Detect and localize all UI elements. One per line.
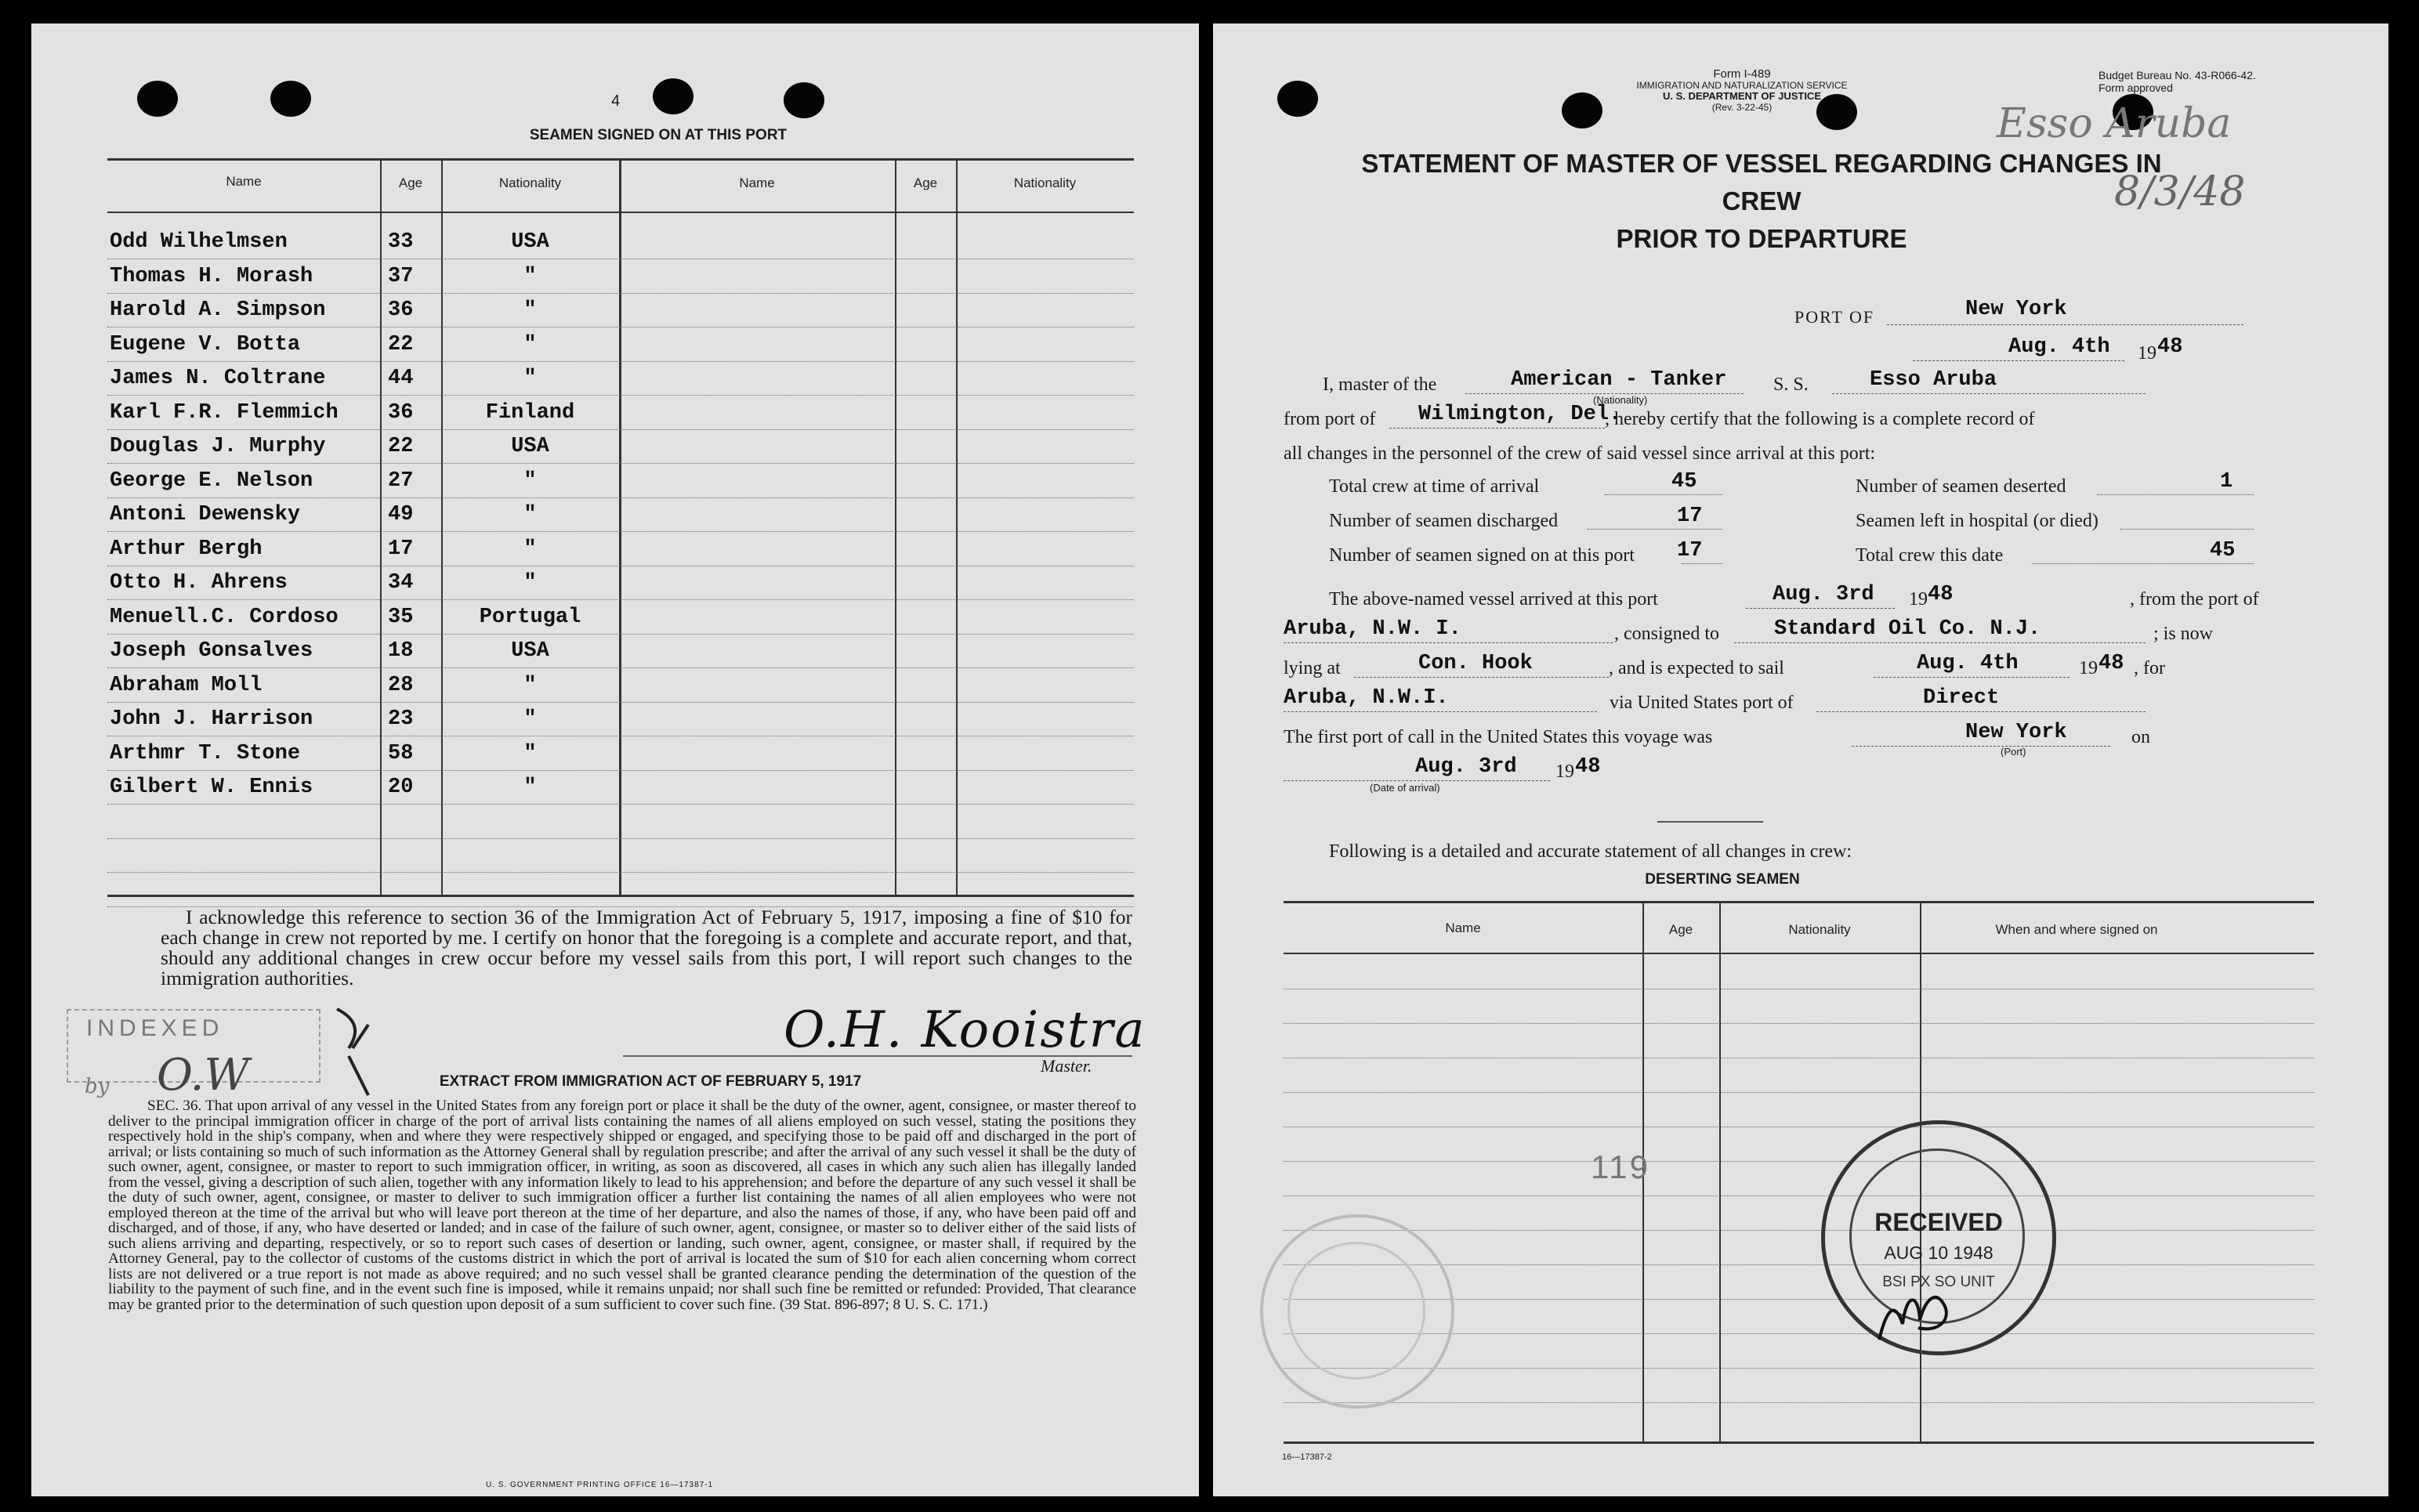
page-count-stamp: 119 bbox=[1591, 1148, 1650, 1185]
table-row-line bbox=[107, 531, 1134, 532]
seaman-age: 27 bbox=[388, 468, 414, 493]
seaman-age: 33 bbox=[388, 230, 414, 254]
seaman-name: John J. Harrison bbox=[110, 707, 313, 731]
form-title-line-2: PRIOR TO DEPARTURE bbox=[1616, 224, 1907, 253]
seaman-name: Arthur Bergh bbox=[110, 537, 263, 561]
arrived-date: Aug. 3rd bbox=[1773, 583, 1874, 606]
left-page bbox=[31, 24, 1199, 1496]
nationality-caption: (Nationality) bbox=[1593, 394, 1648, 406]
on-label: on bbox=[2131, 727, 2150, 747]
seaman-age: 18 bbox=[388, 639, 414, 663]
seaman-nationality: USA bbox=[511, 230, 549, 254]
arrived-year: 48 bbox=[1928, 583, 1954, 606]
seaman-nationality: " bbox=[523, 707, 537, 731]
stat-leader bbox=[2097, 494, 2254, 495]
seaman-age: 20 bbox=[388, 776, 414, 799]
table-row-line bbox=[107, 599, 1134, 600]
table-row-line bbox=[107, 361, 1134, 362]
stat-label: Total crew at time of arrival bbox=[1329, 476, 1540, 497]
master-signature: O.H. Kooistra bbox=[784, 1001, 1146, 1059]
extract-title: EXTRACT FROM IMMIGRATION ACT OF FEBRUARY 5, 1917 bbox=[439, 1073, 862, 1090]
destination-line bbox=[1284, 711, 1597, 712]
column-rule bbox=[1719, 901, 1721, 1441]
punch-hole bbox=[270, 81, 311, 117]
statement-date: Aug. 4th bbox=[2008, 335, 2110, 359]
certify-text: , hereby certify that the following is a complete record of bbox=[1605, 409, 2035, 429]
table-row-line bbox=[1284, 1368, 2314, 1369]
ship-name-line bbox=[1832, 393, 2146, 394]
seaman-name: Thomas H. Morash bbox=[110, 264, 313, 288]
seaman-name: James N. Coltrane bbox=[110, 367, 326, 390]
budget-block bbox=[2099, 69, 2256, 94]
date-of-arrival-caption: (Date of arrival) bbox=[1370, 782, 1440, 794]
sail-year-prefix: 19 bbox=[2079, 658, 2098, 678]
table-row-line bbox=[107, 838, 1134, 839]
column-rule bbox=[619, 158, 621, 895]
page-number: 4 bbox=[611, 92, 621, 110]
stat-label: Total crew this date bbox=[1856, 545, 2004, 566]
master-label: Master. bbox=[1041, 1056, 1092, 1076]
seaman-age: 23 bbox=[388, 707, 414, 731]
consignee-line bbox=[1734, 642, 2146, 643]
handwritten-ship-name: Esso Aruba bbox=[1997, 100, 2232, 147]
seaman-age: 44 bbox=[388, 367, 414, 390]
origin-port: Aruba, N.W. I. bbox=[1284, 617, 1461, 641]
column-header-name: Name bbox=[1445, 921, 1481, 935]
table-row-line bbox=[107, 770, 1134, 771]
seaman-age: 58 bbox=[388, 741, 414, 765]
table-row-line bbox=[107, 872, 1134, 873]
seaman-age: 22 bbox=[388, 332, 414, 356]
seaman-age: 37 bbox=[388, 264, 414, 288]
form-approved: Form approved bbox=[2099, 81, 2173, 94]
table-row-line bbox=[107, 667, 1134, 668]
right-page bbox=[1213, 24, 2388, 1496]
seaman-name: Abraham Moll bbox=[110, 673, 263, 697]
vessel-nationality: American - Tanker bbox=[1511, 368, 1727, 392]
printing-office-line: U. S. GOVERNMENT PRINTING OFFICE 16—17387-1 bbox=[486, 1481, 714, 1489]
sail-date-line bbox=[1874, 677, 2070, 678]
following-label: Following is a detailed and accurate statement of all changes in crew: bbox=[1329, 841, 1852, 862]
first-port-year: 48 bbox=[1575, 755, 1601, 779]
seaman-nationality: USA bbox=[511, 639, 549, 663]
seamen-discharged: 17 bbox=[1677, 505, 1703, 528]
column-rule bbox=[380, 158, 382, 895]
received-stamp-initials bbox=[1871, 1277, 1965, 1347]
date-year: 48 bbox=[2157, 335, 2183, 359]
table-top-rule bbox=[1284, 901, 2314, 903]
form-header bbox=[1566, 69, 1918, 113]
port-of-value: New York bbox=[1965, 298, 2067, 321]
port-of-label: PORT OF bbox=[1794, 307, 1875, 327]
arrived-label: The above-named vessel arrived at this port bbox=[1329, 589, 1658, 610]
seaman-nationality: " bbox=[523, 367, 537, 390]
ss-label: S. S. bbox=[1773, 374, 1809, 395]
column-header-nationality: Nationality bbox=[1788, 922, 1851, 937]
column-header-age: Age bbox=[1668, 922, 1693, 937]
form-revision: (Rev. 3-22-45) bbox=[1711, 102, 1773, 113]
from-port-value: Wilmington, Del. bbox=[1418, 403, 1622, 426]
first-port-line bbox=[1852, 746, 2110, 747]
seaman-age: 36 bbox=[388, 298, 414, 322]
table-row-line bbox=[107, 293, 1134, 294]
seaman-nationality: " bbox=[523, 264, 537, 288]
seaman-nationality: Portugal bbox=[479, 605, 581, 629]
seaman-nationality: " bbox=[523, 741, 537, 765]
table-row-line bbox=[1284, 1023, 2314, 1024]
form-title-line-1: STATEMENT OF MASTER OF VESSEL REGARDING CHANGES IN CREW bbox=[1361, 149, 2162, 215]
column-header-nationality: Nationality bbox=[1013, 175, 1077, 190]
master-of-label: I, master of the bbox=[1323, 374, 1437, 395]
consignee: Standard Oil Co. N.J. bbox=[1774, 617, 2041, 641]
clerk-initials: O.W bbox=[157, 1050, 249, 1101]
form-title bbox=[1346, 145, 2177, 258]
bottom-form-code: 16—17387-2 bbox=[1282, 1452, 1332, 1462]
table-row-line bbox=[107, 702, 1134, 703]
total-crew-arrival: 45 bbox=[1671, 470, 1697, 494]
received-stamp-date: AUG 10 1948 bbox=[1884, 1243, 1994, 1263]
received-stamp-unit: BSI PX SO UNIT bbox=[1882, 1274, 1995, 1290]
column-header-nationality: Nationality bbox=[498, 175, 562, 190]
from-port-line bbox=[1389, 428, 1605, 429]
seaman-name: Gilbert W. Ennis bbox=[110, 776, 313, 799]
table-row-line bbox=[1284, 1195, 2314, 1196]
seaman-nationality: " bbox=[523, 468, 537, 493]
sail-year: 48 bbox=[2099, 652, 2124, 675]
column-rule bbox=[895, 158, 896, 895]
seaman-name: Joseph Gonsalves bbox=[110, 639, 313, 663]
punch-hole bbox=[653, 78, 693, 114]
seaman-name: Eugene V. Botta bbox=[110, 332, 301, 356]
seaman-name: Harold A. Simpson bbox=[110, 298, 326, 322]
section-title: SEAMEN SIGNED ON AT THIS PORT bbox=[529, 127, 788, 143]
seaman-age: 49 bbox=[388, 503, 414, 526]
stat-leader bbox=[2120, 529, 2254, 530]
arrived-date-line bbox=[1746, 608, 1895, 609]
ship-name: Esso Aruba bbox=[1870, 368, 1997, 392]
column-header-name: Name bbox=[226, 174, 262, 189]
acknowledgement-text: I acknowledge this reference to section 36 of the Immigration Act of February 5, 1917, imposing a fine of $10 for each change in crew not reported by me. I certify on honor that the foregoing is a complete and accurate report, and that, should any additional changes in crew occur before my vessel sails from this port, I will report such changes to the immigration authorities. bbox=[161, 906, 1132, 989]
seaman-name: Odd Wilhelmsen bbox=[110, 230, 288, 254]
via-port: Direct bbox=[1923, 686, 2000, 710]
via-port-line bbox=[1816, 711, 2146, 712]
seaman-age: 28 bbox=[388, 673, 414, 697]
seaman-age: 35 bbox=[388, 605, 414, 629]
first-port: New York bbox=[1965, 721, 2067, 744]
seaman-nationality: " bbox=[523, 503, 537, 526]
seaman-nationality: " bbox=[523, 571, 537, 595]
stat-leader bbox=[1588, 529, 1722, 530]
date-line bbox=[1913, 360, 2124, 361]
seaman-name: George E. Nelson bbox=[110, 468, 313, 493]
origin-port-line bbox=[1284, 642, 1613, 643]
column-header-age: Age bbox=[913, 175, 938, 190]
date-year-prefix: 19 bbox=[2138, 343, 2156, 364]
punch-hole bbox=[784, 82, 824, 118]
total-crew-this-date: 45 bbox=[2210, 539, 2236, 562]
stat-label: Number of seamen discharged bbox=[1329, 511, 1559, 531]
agency-name: IMMIGRATION AND NATURALIZATION SERVICE bbox=[1636, 80, 1848, 91]
first-port-year-prefix: 19 bbox=[1555, 761, 1574, 782]
seaman-name: Antoni Dewensky bbox=[110, 503, 301, 526]
deserting-seamen-title: DESERTING SEAMEN bbox=[1645, 871, 1800, 888]
seaman-age: 34 bbox=[388, 571, 414, 595]
handwritten-date: 8/3/48 bbox=[2114, 168, 2246, 215]
column-header-signed-on: When and where signed on bbox=[1995, 922, 2158, 937]
consigned-label: , consigned to bbox=[1614, 624, 1719, 644]
table-row-line bbox=[107, 497, 1134, 498]
first-port-date: Aug. 3rd bbox=[1415, 755, 1517, 779]
certify-text-continued: all changes in the personnel of the crew of said vessel since arrival at this port: bbox=[1284, 443, 1876, 464]
separator-line bbox=[1657, 821, 1763, 823]
lying-at-label: lying at bbox=[1284, 658, 1341, 678]
seaman-nationality: Finland bbox=[485, 400, 575, 425]
table-header-rule bbox=[1284, 953, 2314, 954]
destination: Aruba, N.W.I. bbox=[1284, 686, 1449, 710]
stat-leader bbox=[2032, 563, 2254, 564]
table-row-line bbox=[1284, 1230, 2314, 1231]
expected-to-sail-label: , and is expected to sail bbox=[1609, 658, 1784, 678]
table-row-line bbox=[1284, 1161, 2314, 1162]
stat-leader bbox=[1682, 563, 1722, 564]
seaman-nationality: " bbox=[523, 332, 537, 356]
seaman-name: Karl F.R. Flemmich bbox=[110, 400, 339, 425]
seaman-nationality: USA bbox=[511, 435, 549, 458]
table-row-line bbox=[107, 429, 1134, 430]
lying-at-line bbox=[1354, 677, 1609, 678]
is-now-label: ; is now bbox=[2153, 624, 2214, 644]
stat-label: Seamen left in hospital (or died) bbox=[1856, 511, 2099, 531]
received-stamp-label: RECEIVED bbox=[1874, 1208, 2003, 1236]
seaman-nationality: " bbox=[523, 673, 537, 697]
budget-bureau-number: Budget Bureau No. 43-R066-42. bbox=[2099, 69, 2256, 81]
arrived-year-prefix: 19 bbox=[1909, 589, 1928, 610]
lying-at: Con. Hook bbox=[1418, 652, 1533, 675]
seaman-nationality: " bbox=[523, 298, 537, 322]
seaman-nationality: " bbox=[523, 776, 537, 799]
punch-hole bbox=[1277, 81, 1318, 117]
seaman-age: 22 bbox=[388, 435, 414, 458]
first-port-label: The first port of call in the United States this voyage was bbox=[1284, 727, 1713, 747]
for-label: , for bbox=[2134, 658, 2165, 678]
column-header-age: Age bbox=[398, 175, 423, 190]
table-row-line bbox=[107, 634, 1134, 635]
sail-date: Aug. 4th bbox=[1917, 652, 2019, 675]
indexed-stamp: INDEXED bbox=[86, 1015, 224, 1041]
from-port-label: from port of bbox=[1284, 409, 1376, 429]
stat-label: Number of seamen signed on at this port bbox=[1329, 545, 1635, 566]
first-port-date-line bbox=[1284, 780, 1550, 781]
column-rule bbox=[956, 158, 958, 895]
form-number: Form I-489 bbox=[1713, 67, 1771, 81]
table-row-line bbox=[1284, 1402, 2314, 1403]
by-label: by bbox=[85, 1075, 110, 1098]
seaman-nationality: " bbox=[523, 537, 537, 561]
table-bottom-rule bbox=[107, 895, 1134, 897]
port-of-line bbox=[1887, 324, 2243, 325]
seamen-signed-on: 17 bbox=[1677, 539, 1703, 562]
punch-hole bbox=[137, 81, 178, 117]
seaman-name: Douglas J. Murphy bbox=[110, 435, 326, 458]
table-row-line bbox=[107, 804, 1134, 805]
stat-label: Number of seamen deserted bbox=[1856, 476, 2066, 497]
seaman-age: 17 bbox=[388, 537, 414, 561]
seamen-deserted: 1 bbox=[2220, 470, 2233, 494]
extract-text: SEC. 36. That upon arrival of any vessel in the United States from any foreign port or place it shall be the duty of the owner, agent, consignee, or master thereof to deliver to the principal immigration officer in charge of the port of arrival lists containing the names of all aliens employed on such vessel, stating the positions they respectively hold in the ship's company, when and where they were respectively shipped or engaged, and specifying those to be paid off and discharged in the port of arrival; or lists containing so much of such information as the Attorney General shall by regulation prescribe; and after the arrival of any such vessel it shall be the duty of such owner, agent, consignee, or master to report to such immigration officer, in writing, as soon as discovered, all cases in which any such alien has illegally landed from the vessel, giving a description of such alien, together with any information likely to lead to his apprehension; and before the departure of any such vessel it shall be the duty of such owner, agent, consignee, or master to deliver to such immigration officer a further list containing the names of all alien employees who were not employed thereon at the time of the arrival but who will leave port thereon at the time of her departure, and also the names of those, if any, who have been paid off and discharged, and of those, if any, who have deserted or landed; and in case of the failure of such owner, agent, consignee, or master so to deliver either of the said lists of such aliens arriving and departing, respectively, or so to report such cases of desertion or landing, such owner, agent, consignee, or master shall, if required by the Attorney General, pay to the collector of customs of the customs district in which the port of arrival is located the sum of $10 for each alien concerning whom correct lists are not delivered or a true report is not made as above required; and no such vessel shall be granted clearance pending the determination of the question of the liability to the payment of such fine, and in the event such fine is imposed, while it remains unpaid; nor shall such fine be remitted or refunded: Provided, That clearance may be granted prior to the determination of such question upon deposit of a sum sufficient to cover such fine. (39 Stat. 896-897; 8 U. S. C. 171.) bbox=[108, 1098, 1136, 1313]
from-the-port-label: , from the port of bbox=[2130, 589, 2259, 610]
faded-records-stamp-inner bbox=[1287, 1242, 1425, 1380]
stat-leader bbox=[1605, 494, 1722, 495]
seaman-name: Otto H. Ahrens bbox=[110, 571, 288, 595]
table-row-line bbox=[1284, 1092, 2314, 1093]
seaman-age: 36 bbox=[388, 400, 414, 425]
via-label: via United States port of bbox=[1610, 693, 1794, 713]
table-bottom-rule bbox=[1284, 1441, 2314, 1444]
column-header-name: Name bbox=[739, 175, 775, 190]
seaman-name: Menuell.C. Cordoso bbox=[110, 605, 339, 629]
table-row-line bbox=[107, 463, 1134, 464]
port-caption: (Port) bbox=[2001, 746, 2026, 758]
table-row-line bbox=[107, 395, 1134, 396]
seaman-name: Arthmr T. Stone bbox=[110, 741, 301, 765]
department-name: U. S. DEPARTMENT OF JUSTICE bbox=[1663, 90, 1821, 102]
